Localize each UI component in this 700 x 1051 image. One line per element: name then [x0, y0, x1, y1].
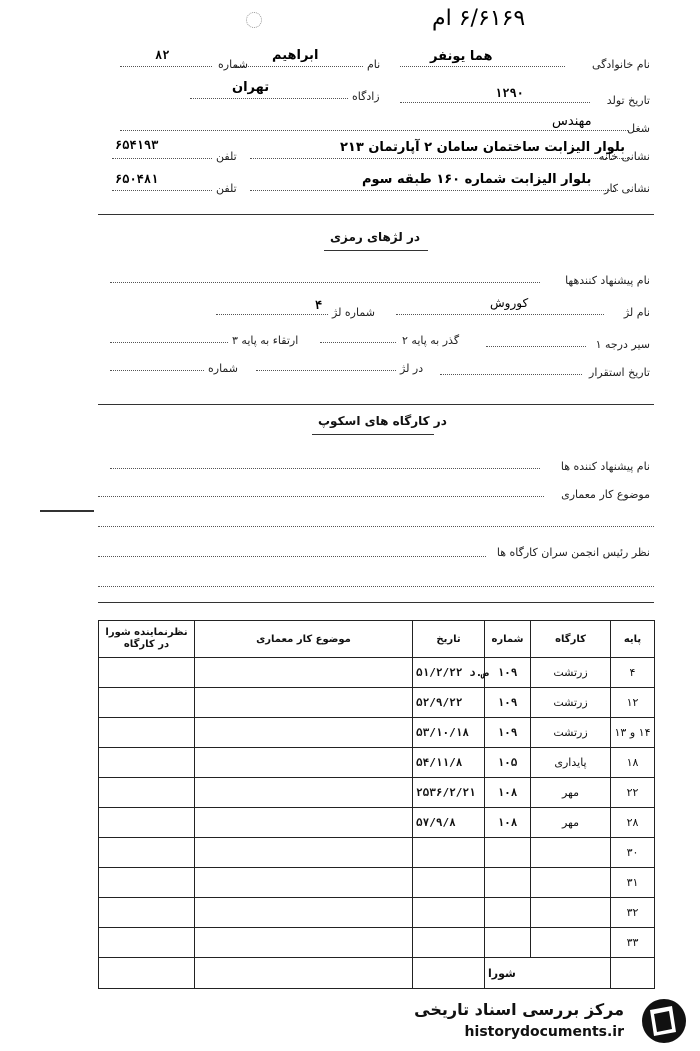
home-address-value: بلوار الیزابت ساختمان سامان ۲ آپارتمان ۲۱۳	[340, 140, 626, 155]
cell-subject	[195, 928, 413, 958]
work-address-label: نشانی کار	[604, 182, 650, 195]
header-workshop: کارگاه	[531, 621, 611, 658]
table-row	[99, 658, 655, 688]
lodge-proposers-line	[110, 282, 540, 283]
cell-grade: ۲۸	[611, 808, 655, 838]
cell-workshop: پایداری	[531, 748, 611, 778]
lodge-name-value: کوروش	[490, 296, 529, 310]
family-name-value: هما یونفر	[430, 49, 493, 64]
document-number: ۶/۶۱۶۹ ام	[432, 6, 526, 31]
margin-mark	[40, 510, 94, 512]
degree3-line	[110, 342, 228, 343]
cell-rep-opinion	[99, 718, 195, 748]
home-phone-label: تلفن	[216, 150, 237, 163]
number-line	[120, 66, 212, 67]
in-lodge-line	[256, 370, 396, 371]
job-line	[120, 130, 628, 131]
cell-subject	[195, 778, 413, 808]
cell-workshop	[531, 838, 611, 868]
first-name-label: نام	[367, 58, 381, 71]
table-row	[99, 808, 655, 838]
cell-date	[413, 898, 485, 928]
cell-workshop: زرتشت	[531, 718, 611, 748]
cell-subject	[195, 718, 413, 748]
lodge-proposers-label: نام پیشنهاد کنندهها	[565, 274, 650, 287]
cell-rep-opinion	[99, 688, 195, 718]
stability-date-line	[440, 374, 582, 375]
cell-number: ۱۰۹	[485, 718, 531, 748]
lodge-name-line	[396, 314, 604, 315]
birth-date-label: تاریخ تولد	[606, 94, 650, 107]
cell-workshop: زرتشت	[531, 688, 611, 718]
header-rep-opinion: نظرنماینده شورا در کارگاه	[99, 621, 195, 658]
lodge-number-value: ۴	[315, 298, 323, 312]
section-divider-3	[98, 602, 654, 603]
cell-date: ۵۳/۱۰/۱۸	[413, 718, 485, 748]
cell-rep-opinion	[99, 928, 195, 958]
cell-date: ۵۲/۹/۲۲	[413, 688, 485, 718]
watermark-title: مرکز بررسی اسناد تاریخی	[414, 1000, 624, 1019]
home-address-line	[250, 158, 626, 159]
cell-subject	[195, 748, 413, 778]
home-phone-value: ۶۵۴۱۹۳	[115, 138, 159, 152]
stamp-mark	[246, 12, 262, 28]
cell-rep-opinion	[99, 808, 195, 838]
header-date: تاریخ	[413, 621, 485, 658]
degree1-line	[486, 346, 586, 347]
cell-number	[485, 898, 531, 928]
cell-date: ۲۵۳۶/۲/۲۱	[413, 778, 485, 808]
birthplace-value: تهران	[232, 80, 270, 95]
job-label: شغل	[627, 122, 650, 135]
watermark-url: historydocuments.ir	[464, 1024, 624, 1040]
cell-number	[485, 928, 531, 958]
table-row	[99, 718, 655, 748]
number-value: ۸۲	[155, 48, 170, 62]
footer-empty	[99, 958, 195, 989]
cell-date	[413, 868, 485, 898]
cell-number: ۱۰۸	[485, 808, 531, 838]
footer-empty	[413, 958, 485, 989]
work-phone-label: تلفن	[216, 182, 237, 195]
cell-subject	[195, 808, 413, 838]
table-row	[99, 898, 655, 928]
scottish-proposers-line	[110, 468, 540, 469]
table-row	[99, 778, 655, 808]
cell-workshop: زرتشت	[531, 658, 611, 688]
scottish-title-underline	[312, 434, 434, 435]
scottish-section-title: در کارگاه های اسکوپ	[318, 414, 447, 428]
work-address-value: بلوار الیزابت شماره ۱۶۰ طبقه سوم	[362, 172, 592, 187]
stability-number-line	[110, 370, 204, 371]
cell-workshop: مهر	[531, 808, 611, 838]
archive-logo-icon	[636, 996, 692, 1046]
membership-table	[98, 620, 655, 989]
subject-label: موضوع کار معماری	[561, 488, 650, 501]
cell-grade: ۱۸	[611, 748, 655, 778]
stability-number-label: شماره	[208, 362, 239, 375]
table-header-row	[99, 621, 655, 658]
cell-grade: ۳۱	[611, 868, 655, 898]
table-row	[99, 688, 655, 718]
cell-number: ۱۰۹	[485, 688, 531, 718]
cell-grade: ۱۲	[611, 688, 655, 718]
cell-grade: ۲۲	[611, 778, 655, 808]
cell-workshop	[531, 868, 611, 898]
birth-date-value: ۱۲۹۰	[495, 86, 524, 100]
cell-subject	[195, 898, 413, 928]
lodges-title-underline	[324, 250, 428, 251]
scottish-proposers-label: نام پیشنهاد کننده ها	[560, 460, 650, 473]
cell-grade: ۴	[611, 658, 655, 688]
footer-empty	[611, 958, 655, 989]
header-grade: پایه	[611, 621, 655, 658]
cell-subject	[195, 688, 413, 718]
first-name-value: ابراهیم	[272, 48, 319, 63]
first-name-line	[235, 66, 363, 67]
cell-date: ۵۱/۲/۲۲ ص.د	[413, 658, 485, 688]
work-phone-line	[112, 190, 212, 191]
cell-subject	[195, 658, 413, 688]
cell-number: ۱۰۸	[485, 778, 531, 808]
degree2-label: گذر به پایه ۲	[402, 334, 460, 347]
lodges-section-title: در لژهای رمزی	[330, 230, 421, 244]
subject-line-2	[98, 526, 654, 527]
job-value: مهندس	[552, 114, 592, 129]
section-divider	[98, 214, 654, 215]
cell-rep-opinion	[99, 748, 195, 778]
family-name-line	[400, 66, 565, 67]
cell-date: ۵۷/۹/۸	[413, 808, 485, 838]
stability-date-label: تاریخ استقرار	[589, 366, 650, 379]
cell-grade: ۱۴ و ۱۳	[611, 718, 655, 748]
in-lodge-label: در لژ	[400, 362, 424, 375]
cell-rep-opinion	[99, 898, 195, 928]
work-address-line	[250, 190, 618, 191]
degree2-line	[320, 342, 396, 343]
table-row	[99, 838, 655, 868]
table-row	[99, 928, 655, 958]
lodge-number-label: شماره لژ	[332, 306, 375, 319]
birth-date-line	[400, 102, 590, 103]
cell-workshop	[531, 928, 611, 958]
footer-empty	[195, 958, 413, 989]
cell-rep-opinion	[99, 868, 195, 898]
cell-number	[485, 838, 531, 868]
cell-workshop: مهر	[531, 778, 611, 808]
lodge-name-label: نام لژ	[623, 306, 650, 319]
cell-date	[413, 838, 485, 868]
cell-date	[413, 928, 485, 958]
home-phone-line	[112, 158, 212, 159]
section-divider-2	[98, 404, 654, 405]
cell-grade: ۳۲	[611, 898, 655, 928]
number-label: شماره	[218, 58, 249, 71]
opinion-line-2	[98, 586, 654, 587]
cell-workshop	[531, 898, 611, 928]
lodge-number-line	[216, 314, 328, 315]
birthplace-line	[190, 98, 348, 99]
cell-number	[485, 868, 531, 898]
cell-subject	[195, 868, 413, 898]
cell-rep-opinion	[99, 658, 195, 688]
footer-council-label: شورا	[485, 958, 611, 989]
opinion-label: نظر رئیس انجمن سران کارگاه ها	[496, 546, 650, 559]
cell-number: ۱۰۹	[485, 658, 531, 688]
birthplace-label: زادگاه	[352, 90, 380, 103]
home-address-label: نشانی خانه	[598, 150, 650, 163]
cell-grade: ۳۰	[611, 838, 655, 868]
header-number: شماره	[485, 621, 531, 658]
cell-grade: ۳۳	[611, 928, 655, 958]
cell-rep-opinion	[99, 778, 195, 808]
work-phone-value: ۶۵۰۴۸۱	[115, 172, 159, 186]
cell-subject	[195, 838, 413, 868]
cell-number: ۱۰۵	[485, 748, 531, 778]
subject-line-1	[98, 496, 544, 497]
opinion-line-1	[98, 556, 486, 557]
table-row	[99, 868, 655, 898]
family-name-label: نام خانوادگی	[592, 58, 650, 71]
cell-rep-opinion	[99, 838, 195, 868]
degree3-label: ارتقاء به پایه ۳	[232, 334, 299, 347]
table-row	[99, 748, 655, 778]
cell-date: ۵۴/۱۱/۸	[413, 748, 485, 778]
table-footer-row	[99, 958, 655, 989]
header-subject: موضوع کار معماری	[195, 621, 413, 658]
degree1-label: سیر درجه ۱	[595, 338, 650, 351]
